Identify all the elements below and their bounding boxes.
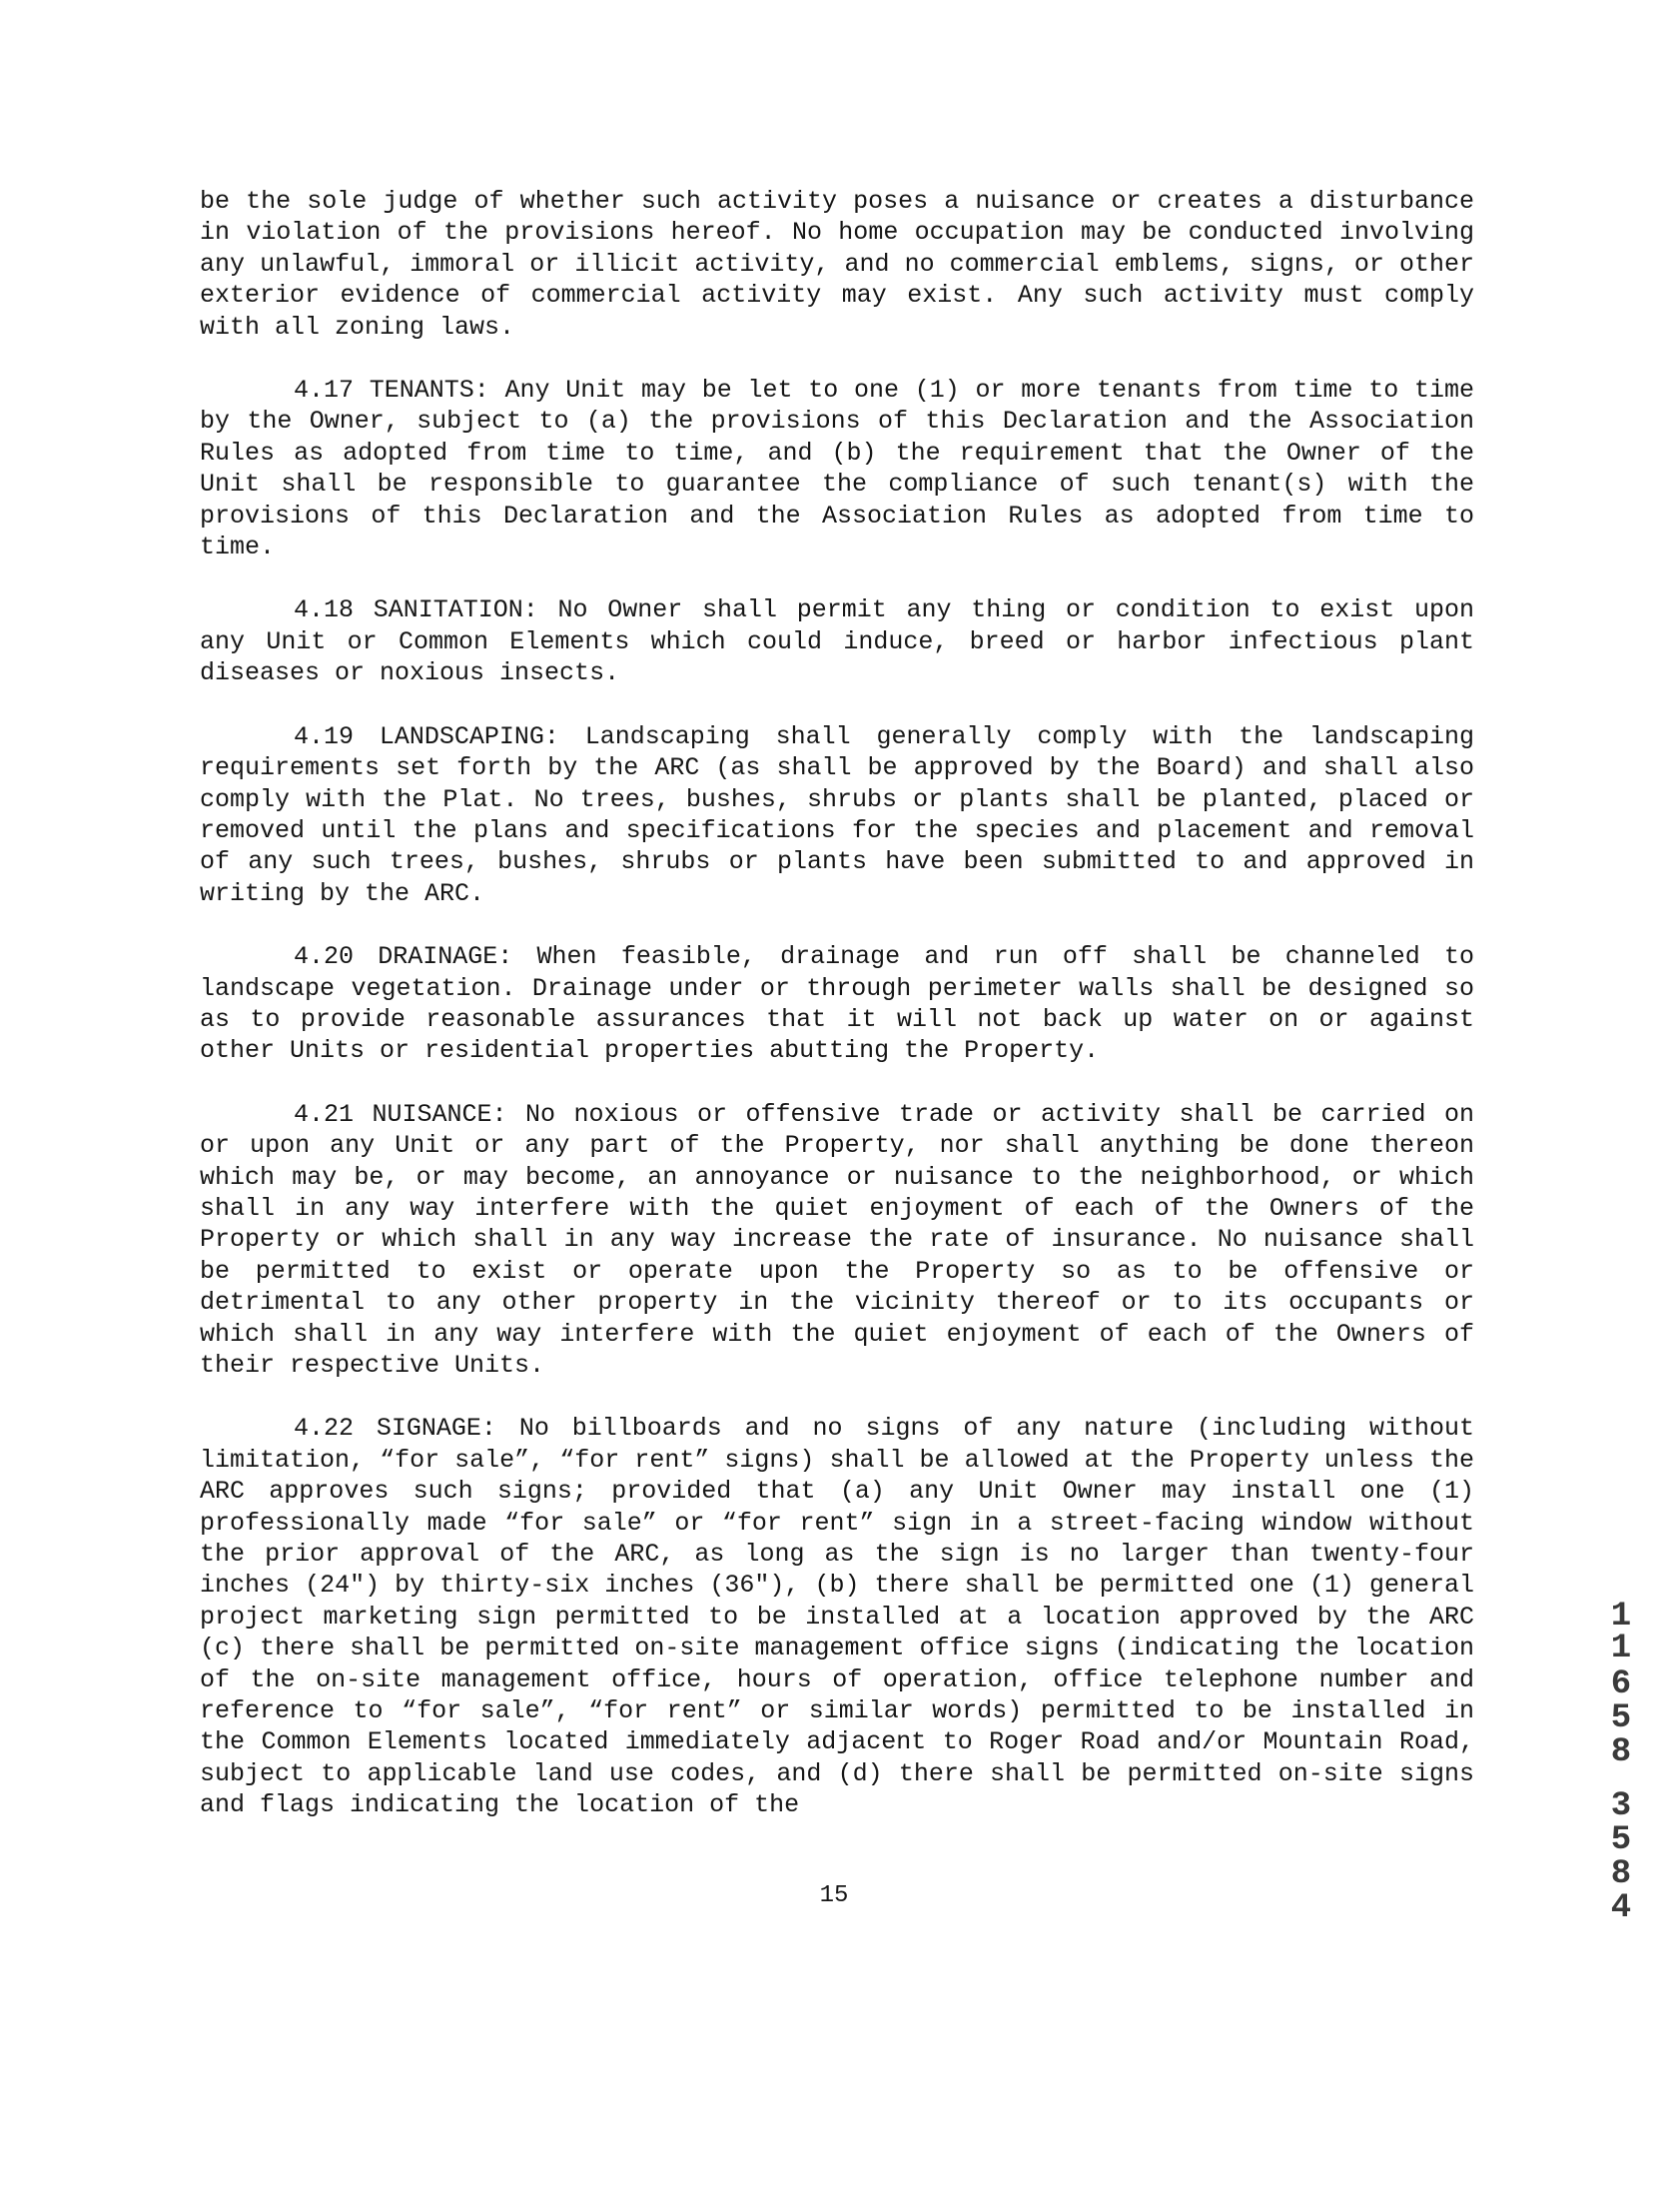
stamp-digit: 5: [1610, 1821, 1632, 1859]
document-body: [200, 186, 1474, 1821]
paragraph-4-21-nuisance: 4.21 NUISANCE: No noxious or offensive trade or activity shall be carried on or upon any Unit or any part of the Property, nor shall anything be done thereon which may be, or may become, an annoyance or nuisance to the neighborhood, or which shall in any way interfere with the quiet enjoyment of each of the Owners of the Property or which shall in any way increase the rate of insurance. No nuisance shall be permitted to exist or operate upon the Property so as to be offensive or detrimental to any other property in the vicinity thereof or to its occupants or which shall in any way interfere with the quiet enjoyment of each of the Owners of their respective Units.: [200, 1099, 1474, 1380]
stamp-digit: 8: [1610, 1733, 1632, 1771]
recording-number-stamp: [1601, 1599, 1641, 1948]
paragraph-4-22-signage: 4.22 SIGNAGE: No billboards and no signs of any nature (including without limitation, “for sale”, “for rent” signs) shall be allowed at the Property unless the ARC approves such signs; provided that (a) any Unit Owner may install one (1) professionally made “for sale” or “for rent” sign in a street-facing window without the prior approval of the ARC, as long as the sign is no larger than twenty-four inches (24") by thirty-six inches (36"), (b) there shall be permitted one (1) general project marketing sign permitted to be installed at a location approved by the ARC (c) there shall be permitted on-site management office signs (indicating the location of the on-site management office, hours of operation, office telephone number and reference to “for sale”, “for rent” or similar words) permitted to be installed in the Common Elements located immediately adjacent to Roger Road and/or Mountain Road, subject to applicable land use codes, and (d) there shall be permitted on-site signs and flags indicating the location of the: [200, 1414, 1474, 1820]
stamp-digit: 1: [1610, 1630, 1632, 1667]
page-number: 15: [819, 1882, 849, 1909]
paragraph-4-17-tenants: 4.17 TENANTS: Any Unit may be let to one (1) or more tenants from time to time by the Owner, subject to (a) the provisions of this Declaration and the Association Rules as adopted from time to time, and (b) the requirement that the Owner of the Unit shall be responsible to guarantee the compliance of such tenant(s) with the provisions of this Declaration and the Association Rules as adopted from time to time.: [200, 376, 1474, 562]
stamp-digit: 6: [1610, 1665, 1632, 1703]
paragraph-4-20-drainage: 4.20 DRAINAGE: When feasible, drainage and run off shall be channeled to landscape vegetation. Drainage under or through perimeter walls shall be designed so as to provide reasonable assurances that it will not back up water on or against other Units or residential properties abutting the Property.: [200, 942, 1474, 1066]
stamp-digit: 4: [1610, 1889, 1632, 1927]
paragraph-4-19-landscaping: 4.19 LANDSCAPING: Landscaping shall generally comply with the landscaping requirements set forth by the ARC (as shall be approved by the Board) and shall also comply with the Plat. No trees, bushes, shrubs or plants shall be planted, placed or removed until the plans and specifications for the species and placement and removal of any such trees, bushes, shrubs or plants have been submitted to and approved in writing by the ARC.: [200, 721, 1474, 908]
stamp-digit: 8: [1610, 1855, 1632, 1893]
stamp-digit: 1: [1610, 1598, 1632, 1636]
stamp-digit: 3: [1610, 1787, 1632, 1825]
paragraph-4-18-sanitation: 4.18 SANITATION: No Owner shall permit any thing or condition to exist upon any Unit or Common Elements which could induce, breed or harbor infectious plant diseases or noxious insects.: [200, 595, 1474, 688]
stamp-digit: 5: [1610, 1699, 1632, 1737]
paragraph-continuation: be the sole judge of whether such activity poses a nuisance or creates a disturbance in violation of the provisions hereof. No home occupation may be conducted involving any unlawful, immoral or illicit activity, and no commercial emblems, signs, or other exterior evidence of commercial activity may exist. Any such activity must comply with all zoning laws.: [200, 187, 1474, 342]
